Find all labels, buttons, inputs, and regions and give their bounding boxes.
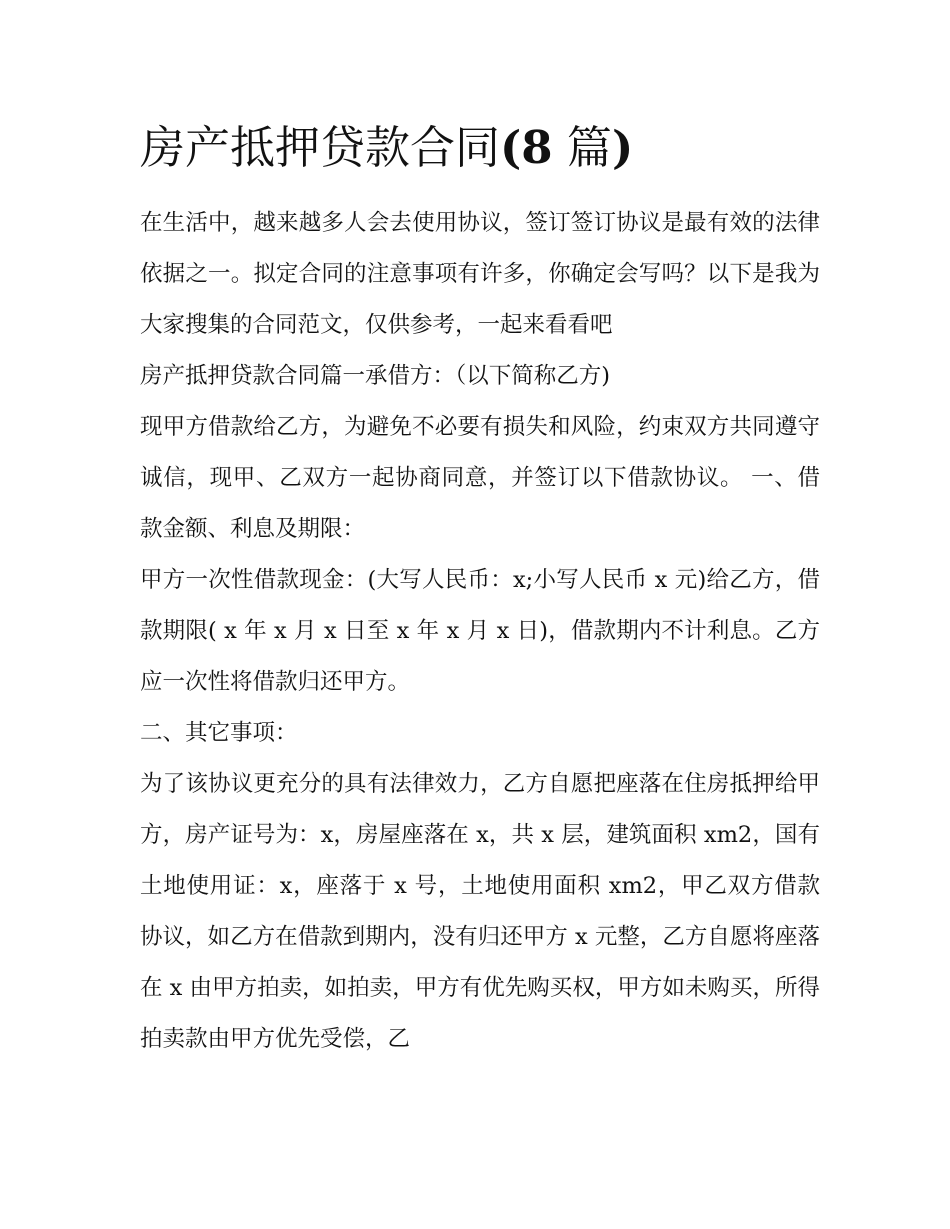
intro-paragraph: 在生活中，越来越多人会去使用协议，签订签订协议是最有效的法律依据之一。拟定合同的注意事项有许多，你确定会写吗？以下是我为大家搜集的合同范文，仅供参考，一起来看看吧 (140, 210, 820, 338)
contract-heading-paragraph: 房产抵押贷款合同篇一承借方：（以下简称乙方) (140, 363, 611, 389)
title-count: (8 (500, 121, 553, 174)
title-unit: 篇 (552, 121, 612, 174)
document-body (140, 198, 820, 1065)
section-heading-other: 二、其它事项： (140, 720, 298, 746)
document-title (140, 118, 633, 178)
title-text: 房产抵押贷款合同 (140, 121, 501, 174)
title-close-paren: ) (611, 121, 634, 174)
mortgage-paragraph: 为了该协议更充分的具有法律效力，乙方自愿把座落在住房抵押给甲方，房产证号为：x，房屋座落在 x，共 x 层，建筑面积 xm2，国有土地使用证：x，座落于 x 号，土地使用面积 xm2，甲乙双方借款协议，如乙方在借款到期内，没有归还甲方 x 元整，乙方自愿将座落在 x 由甲方拍卖，如拍卖，甲方有优先购买权，甲方如未购买，所得拍卖款由甲方优先受偿，乙 (140, 771, 820, 1052)
agreement-paragraph: 现甲方借款给乙方，为避免不必要有损失和风险，约束双方共同遵守诚信，现甲、乙双方一起协商同意，并签订以下借款协议。 一、借款金额、利息及期限： (140, 414, 820, 542)
loan-amount-paragraph: 甲方一次性借款现金：(大写人民币：x;小写人民币 x 元)给乙方，借款期限( x 年 x 月 x 日至 x 年 x 月 x 日)，借款期内不计利息。乙方应一次性将借款归还甲方。 (140, 567, 820, 695)
